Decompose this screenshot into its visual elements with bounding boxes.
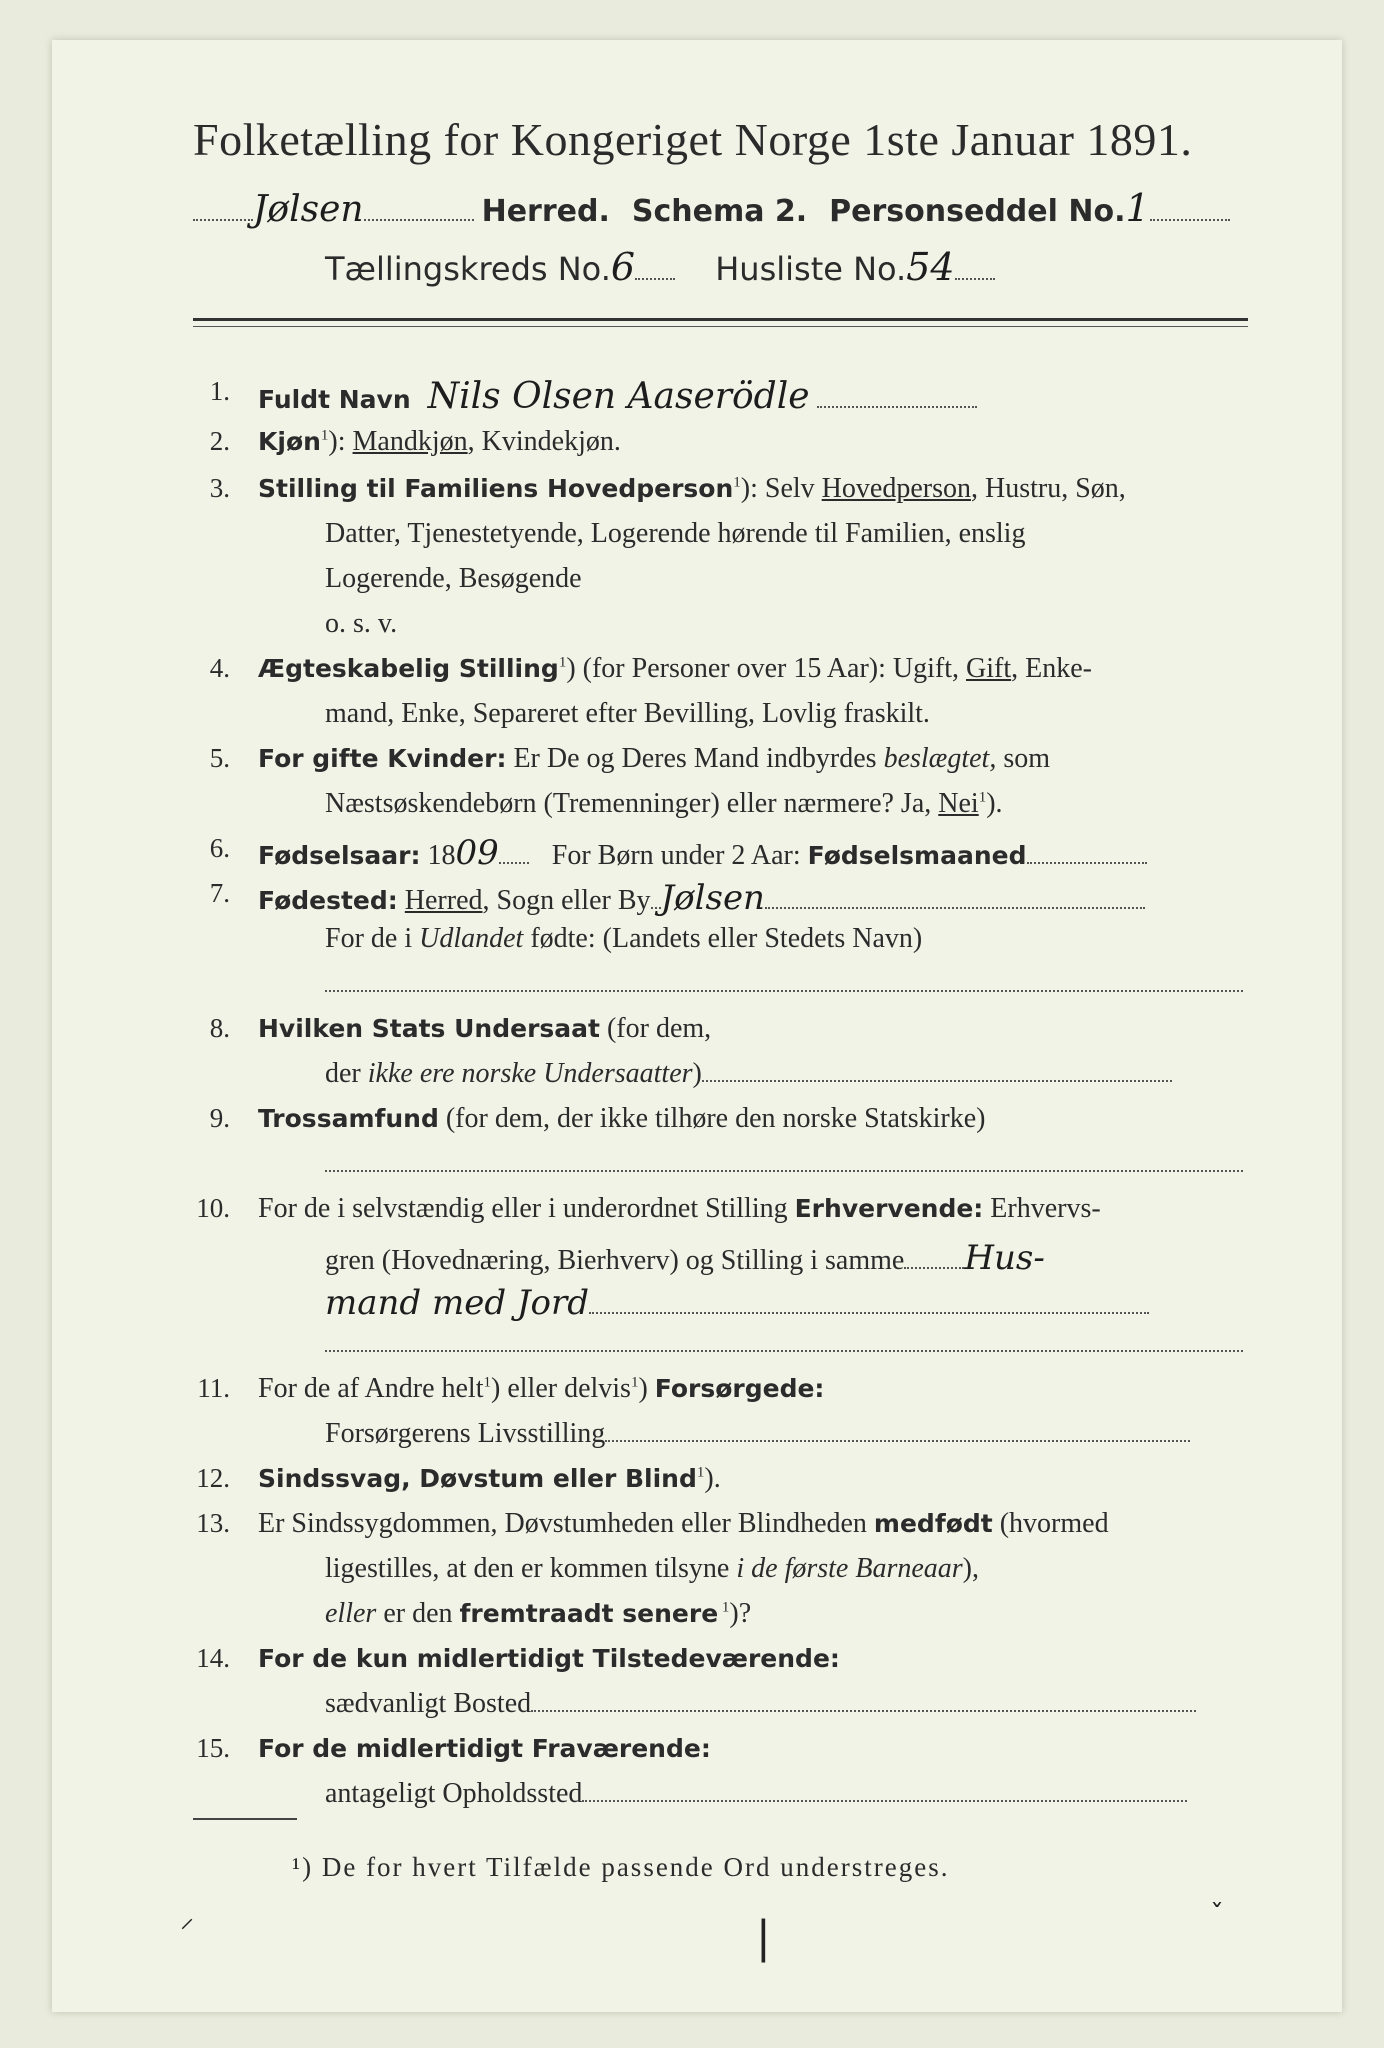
item-10-occupation: For de i selvstændig eller i underordnet Stilling Erhvervende: Erhvervs-: [258, 1193, 1101, 1224]
item-12-disability: Sindssvag, Døvstum eller Blind$^1$).: [258, 1463, 721, 1494]
item-4-marital: Ægteskabelig Stilling$^1$) (for Personer over 15 Aar): Ugift, Gift, Enke-: [258, 653, 1092, 684]
item-14-line-2: sædvanligt Bosted: [325, 1688, 1196, 1720]
item-number: 2.: [209, 426, 230, 456]
birthplace-value: Jølsen: [660, 878, 765, 918]
husliste-value: 54: [906, 245, 955, 289]
item-2-gender: Kjøn$^1$): Mandkjøn, Kvindekjøn.: [258, 426, 621, 457]
pencil-mark-icon: ❘: [745, 1912, 782, 1963]
item-5-line-2: Næstsøskendebørn (Tremenninger) eller nærmere? Ja, Nei$^1$).: [325, 788, 1003, 819]
position-selected: Hovedperson: [821, 473, 971, 504]
item-number: 15.: [196, 1733, 230, 1763]
kreds-value: 6: [610, 245, 636, 289]
marital-selected: Gift: [966, 653, 1012, 684]
item-9-religion: Trossamfund (for dem, der ikke tilhøre den norske Statskirke): [258, 1103, 986, 1134]
personseddel-value: 1: [1125, 186, 1150, 230]
item-3-line-2: Datter, Tjenestetyende, Logerende hørende til Familien, enslig: [325, 518, 1026, 549]
item-3-line-4: o. s. v.: [325, 608, 398, 639]
schema-label: Schema 2.: [631, 194, 808, 229]
item-4-line-2: mand, Enke, Separeret efter Bevilling, Lovlig fraskilt.: [325, 698, 930, 729]
occupation-value-2: mand med Jord: [325, 1283, 590, 1323]
item-7-birthplace: Fødested: Herred, Sogn eller By Jølsen: [258, 878, 1145, 918]
item-11-supported: For de af Andre helt$^1$) eller delvis$^1$) Forsørgede:: [258, 1373, 825, 1404]
item-13-line-2: ligestilles, at den er kommen tilsyne i de første Barneaar),: [325, 1553, 979, 1584]
item-10-blank-line: [325, 1328, 1243, 1360]
item-number: 1.: [209, 376, 230, 406]
item-7-line-2: For de i Udlandet fødte: (Landets eller Stedets Navn): [325, 923, 923, 954]
item-9-blank-line: [325, 1148, 1243, 1180]
pencil-mark-icon: ⸝: [180, 1901, 195, 1934]
occupation-value-1: Hus-: [964, 1238, 1045, 1278]
item-15-temporary-absent: For de midlertidigt Fraværende:: [258, 1734, 711, 1763]
herred-value: Jølsen: [253, 189, 364, 230]
item-8-line-2: der ikke ere norske Undersaatter): [325, 1058, 1172, 1090]
item-7-blank-line: [325, 968, 1243, 1000]
item-11-line-2: Forsørgerens Livsstilling: [325, 1418, 1190, 1450]
item-10-line-3: [325, 1283, 1149, 1323]
item-14-temporary-present: For de kun midlertidigt Tilstedeværende:: [258, 1644, 840, 1673]
item-10-line-2: gren (Hovednæring, Bierhverv) og Stilling i samme Hus-: [325, 1238, 1045, 1278]
herred-label: Herred.: [481, 194, 610, 229]
item-number: 3.: [209, 473, 230, 503]
related-selected: Nei: [938, 788, 979, 819]
header-divider: [193, 318, 1248, 327]
item-number: 13.: [196, 1508, 230, 1538]
item-3-position: Stilling til Familiens Hovedperson$^1$): Selv Hovedperson, Hustru, Søn,: [258, 473, 1126, 504]
item-13-line-3: eller er den fremtraadt senere $^1$)?: [325, 1598, 752, 1629]
footnote-rule: [193, 1818, 297, 1820]
item-number: 14.: [196, 1643, 230, 1673]
kreds-label: Tællingskreds No.: [325, 250, 611, 288]
full-name-label: Fuldt Navn: [258, 385, 411, 414]
pencil-mark-icon: ˇ: [1210, 1898, 1224, 1931]
item-3-line-3: Logerende, Besøgende: [325, 563, 582, 594]
item-number: 6.: [209, 833, 230, 863]
header-line-1: [193, 186, 1230, 230]
birth-year-value: 09: [455, 833, 499, 873]
item-6-birth-year: Fødselsaar: 1809 For Børn under 2 Aar: Fødselsmaaned: [258, 833, 1147, 873]
item-5-married-women: For gifte Kvinder: Er De og Deres Mand indbyrdes beslægtet, som: [258, 743, 1051, 774]
footnote: ¹) De for hvert Tilfælde passende Ord understreges.: [292, 1852, 950, 1882]
personseddel-label: Personseddel No.: [829, 194, 1126, 229]
gender-selected: Mandkjøn: [352, 426, 468, 457]
item-number: 8.: [209, 1013, 230, 1043]
header-line-2: [325, 245, 995, 289]
item-1-full-name: [258, 376, 977, 417]
item-number: 7.: [209, 878, 230, 908]
item-number: 4.: [209, 653, 230, 683]
item-number: 10.: [196, 1193, 230, 1223]
item-15-line-2: antageligt Opholdssted: [325, 1778, 1187, 1810]
item-number: 5.: [209, 743, 230, 773]
item-number: 11.: [197, 1373, 230, 1403]
birthplace-selected: Herred: [404, 885, 483, 916]
gender-label: Kjøn: [258, 427, 321, 456]
item-13-congenital: Er Sindssygdommen, Døvstumheden eller Blindheden medfødt (hvormed: [258, 1508, 1109, 1539]
item-number: 12.: [196, 1463, 230, 1493]
husliste-label: Husliste No.: [715, 250, 907, 288]
full-name-value: Nils Olsen Aaserödle: [427, 376, 810, 417]
item-number: 9.: [209, 1103, 230, 1133]
form-title: Folketælling for Kongeriget Norge 1ste Januar 1891.: [193, 114, 1193, 165]
item-8-citizenship: Hvilken Stats Undersaat (for dem,: [258, 1013, 712, 1044]
